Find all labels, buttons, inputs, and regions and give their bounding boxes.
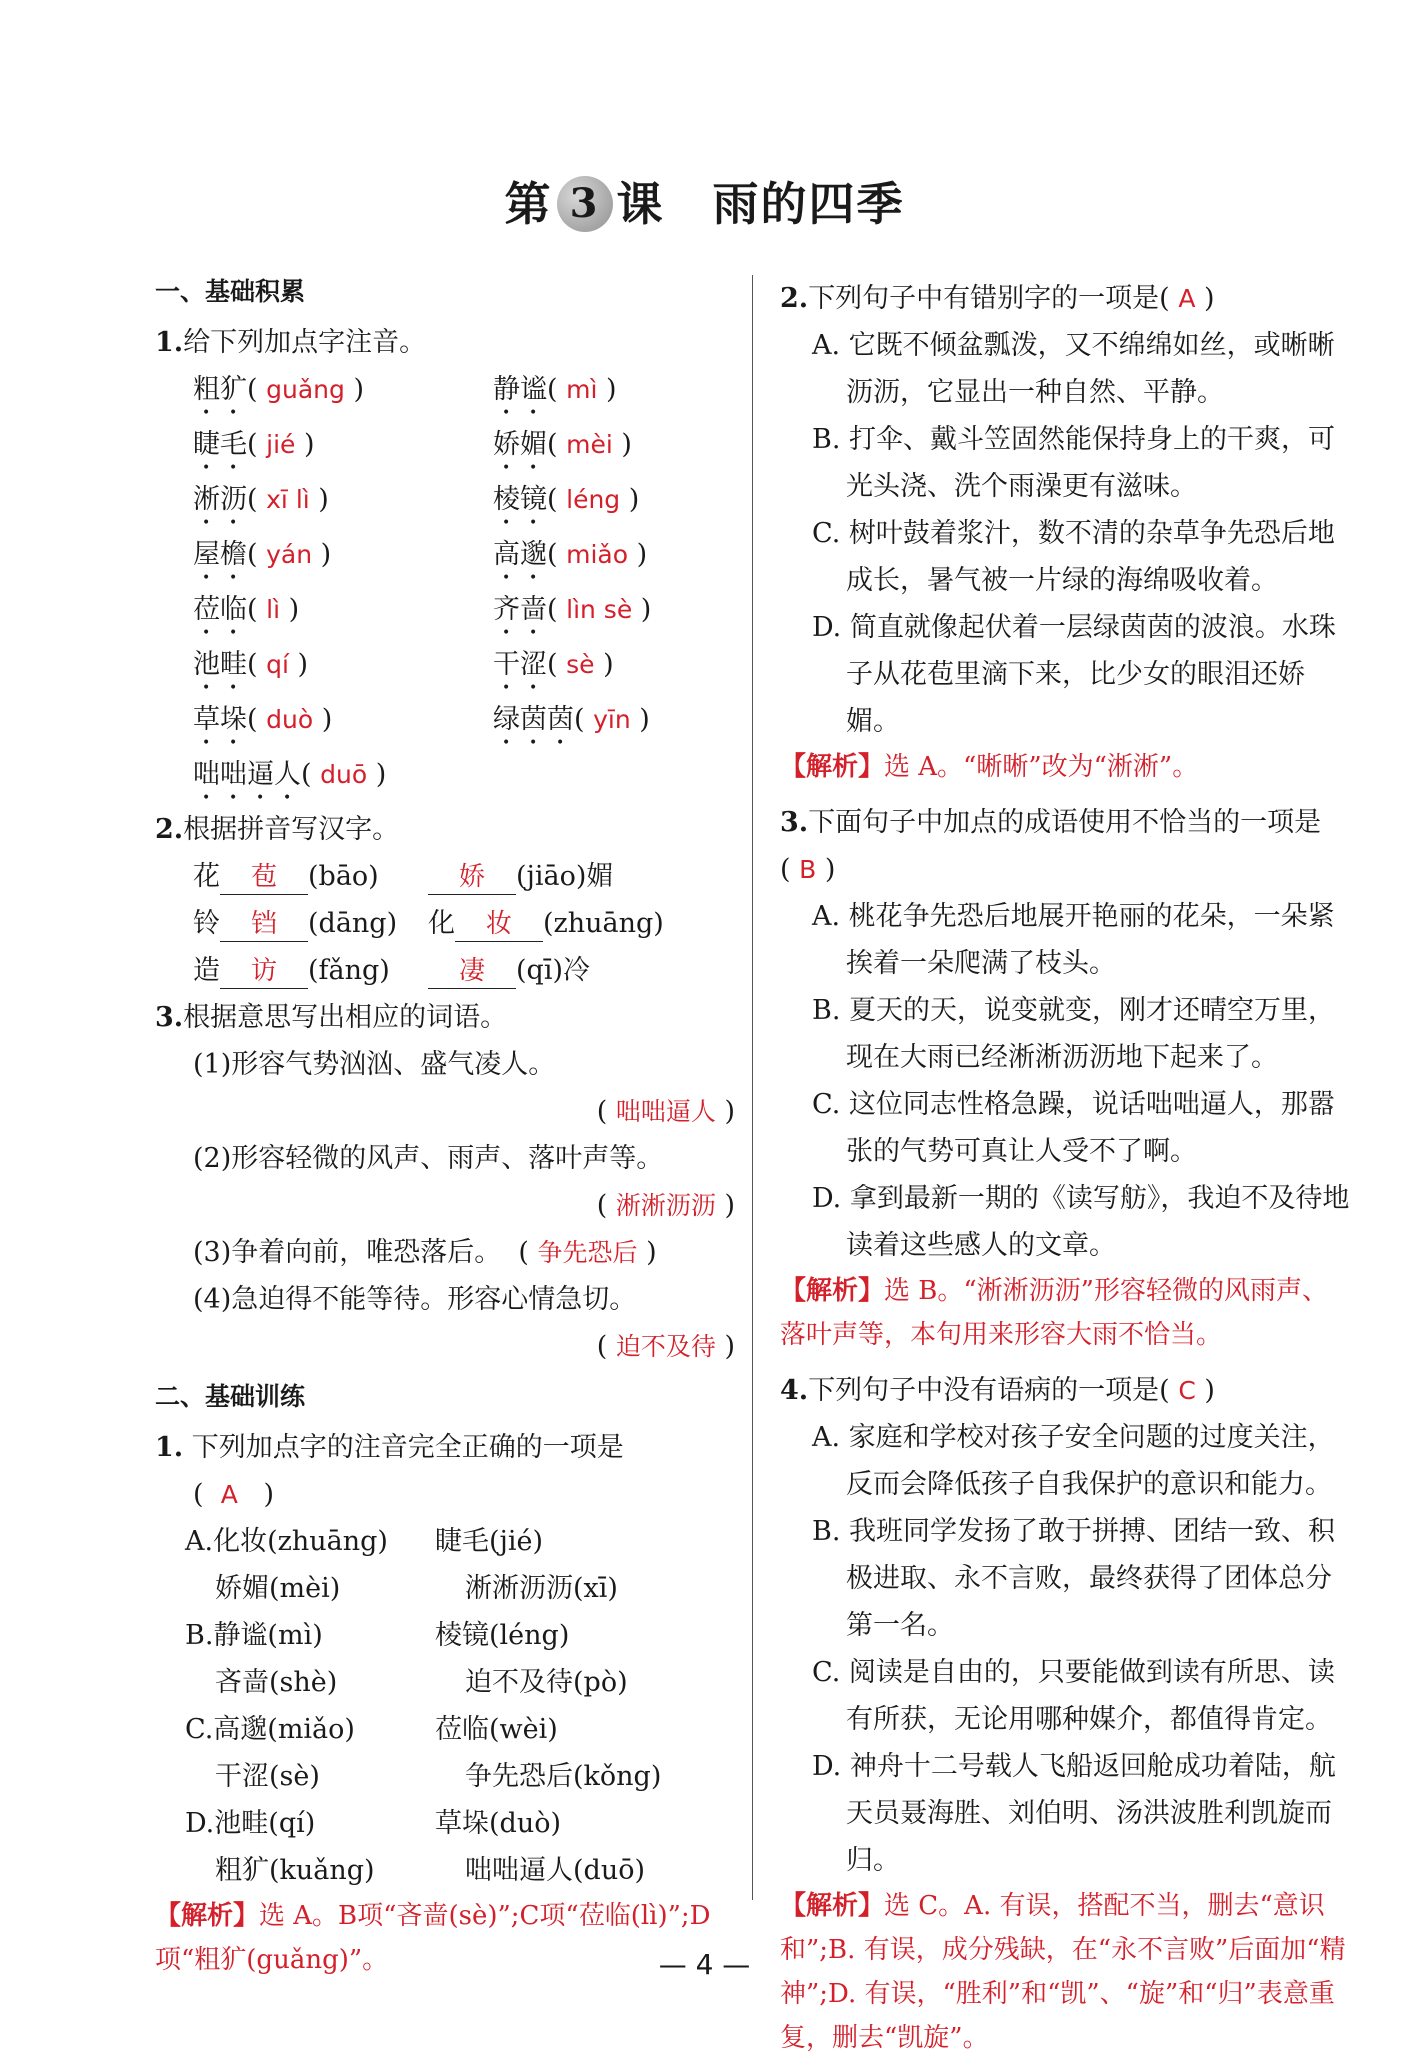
answer-letter: A <box>220 1480 238 1509</box>
pinyin-pair-a <box>193 947 428 994</box>
option-text: 化妆(zhuāng) <box>213 1526 388 1557</box>
option-cell: 粗犷(kuǎng) <box>215 1855 375 1886</box>
option-cell <box>185 1518 435 1565</box>
option-row <box>155 1706 735 1753</box>
option-text: 静谧(mì) <box>213 1620 323 1651</box>
option-text: A. 家庭和学校对孩子安全问题的过度关注，反而会降低孩子自我保护的意识和能力。 <box>812 1422 1335 1500</box>
phonetic-answer: léng <box>566 485 621 514</box>
question-number: 2. <box>780 283 809 314</box>
section-heading-1: 一、基础积累 <box>155 277 306 306</box>
pinyin-pair-b <box>428 947 728 994</box>
option-cell: 咄咄逼人(duō) <box>465 1855 645 1886</box>
question-4-answer: ( A ) <box>193 1479 275 1510</box>
meaning-answer-line: ( 咄咄逼人 ) <box>596 1096 735 1127</box>
word: 草垛 <box>193 704 247 735</box>
word: 莅临 <box>193 594 247 625</box>
option-cell: 干涩(sè) <box>215 1761 320 1792</box>
spacer <box>780 1357 1350 1367</box>
option-cell <box>185 1800 435 1847</box>
question-3 <box>155 994 735 1041</box>
question-number: 4. <box>780 1375 809 1406</box>
phonetic-item: 莅临( lì ) <box>193 594 300 625</box>
option-text: D. 拿到最新一期的《读写舫》，我迫不及待地读着这些感人的文章。 <box>812 1183 1350 1261</box>
word: 淅沥 <box>193 484 247 515</box>
pinyin: (bāo) <box>308 861 379 892</box>
question: 4.下列句子中没有语病的一项是( C ) <box>780 1375 1215 1406</box>
phonetic-answer: mì <box>566 375 598 404</box>
word: 娇媚 <box>493 429 547 460</box>
option-text: B. 夏天的天，说变就变，刚才还晴空万里，现在大雨已经淅淅沥沥地下起来了。 <box>812 995 1336 1073</box>
analysis-tag: 【解析】 <box>780 1276 885 1306</box>
meaning-answer: 淅淅沥沥 <box>615 1191 716 1220</box>
option-cell: 睫毛(jié) <box>435 1526 544 1557</box>
option-text: D. 简直就像起伏着一层绿茵茵的波浪。水珠子从花苞里滴下来，比少女的眼泪还娇媚。 <box>812 612 1336 737</box>
word: 棱镜 <box>493 484 547 515</box>
phonetic-item: 棱镜( léng ) <box>493 484 640 515</box>
section-heading-2: 二、基础训练 <box>155 1382 306 1411</box>
pinyin: (zhuāng) <box>543 908 664 939</box>
phonetic-item: 高邈( miǎo ) <box>493 539 648 570</box>
phonetic-item: 淅沥( xī lì ) <box>193 484 329 515</box>
meaning-text: (4)急迫得不能等待。形容心情急切。 <box>193 1284 637 1315</box>
phonetic-answer: yīn <box>593 705 631 734</box>
blank-answer: 铛 <box>220 907 308 942</box>
phonetic-item: 静谧( mì ) <box>493 374 617 405</box>
option-text: A. 桃花争先恐后地展开艳丽的花朵，一朵紧挨着一朵爬满了枝头。 <box>812 901 1335 979</box>
question-text: 根据拼音写汉字。 <box>183 814 400 845</box>
word: 池畦 <box>193 649 247 680</box>
phonetic-answer: qí <box>266 650 289 679</box>
word: 睫毛 <box>193 429 247 460</box>
phonetic-item: 咄咄逼人( duō ) <box>193 759 387 790</box>
analysis <box>780 1269 1350 1357</box>
option-row <box>155 1612 735 1659</box>
pinyin-row <box>155 853 735 900</box>
word: 绿茵茵 <box>493 704 574 735</box>
options-list <box>155 1518 735 1894</box>
blank-answer: 苞 <box>220 860 308 895</box>
question: 3.下面句子中加点的成语使用不恰当的一项是( B ) <box>780 807 1322 885</box>
question-number: 3. <box>780 807 809 838</box>
option-label: D. <box>185 1808 215 1839</box>
phonetic-answer: guǎng <box>266 375 345 404</box>
page-title <box>0 168 1409 236</box>
pinyin-rows <box>155 853 735 994</box>
phonetic-answer: miǎo <box>566 540 629 569</box>
word: 高邈 <box>493 539 547 570</box>
title-suffix: 课 <box>616 177 665 231</box>
meaning-answer: 争先恐后 <box>537 1238 638 1267</box>
question-text: 下列句子中没有语病的一项是( <box>808 1375 1170 1406</box>
phonetic-item: 齐啬( lìn sè ) <box>493 594 652 625</box>
pinyin-row <box>155 947 735 994</box>
blank-answer: 妆 <box>455 907 543 942</box>
word: 齐啬 <box>493 594 547 625</box>
pinyin-row <box>155 900 735 947</box>
phonetic-item: 池畦( qí ) <box>193 649 309 680</box>
option-text: B. 打伞、戴斗笠固然能保持身上的干爽，可光头浇、洗个雨澡更有滋味。 <box>812 424 1336 502</box>
lesson-name: 雨的四季 <box>712 177 905 231</box>
option-row <box>155 1565 735 1612</box>
spacer <box>780 789 1350 799</box>
phonetic-item: 屋檐( yán ) <box>193 539 332 570</box>
question-text: 下列句子中有错别字的一项是( <box>808 283 1170 314</box>
option-cell: 争先恐后(kǒng) <box>465 1761 662 1792</box>
question: 2.下列句子中有错别字的一项是( A ) <box>780 283 1215 314</box>
pinyin-pair-a <box>193 900 428 947</box>
analysis-tag: 【解析】 <box>155 1901 260 1931</box>
option-label: B. <box>185 1620 214 1651</box>
question-number: 1. <box>155 1432 184 1463</box>
analysis-text: 选 A。“晰晰”改为“淅淅”。 <box>884 752 1199 782</box>
phonetic-answer: lì <box>266 595 281 624</box>
option-row <box>155 1518 735 1565</box>
phonetic-answer: lìn sè <box>566 595 633 624</box>
phonetic-item: 干涩( sè ) <box>493 649 614 680</box>
question-text: 根据意思写出相应的词语。 <box>183 1002 508 1033</box>
meaning-answer-line: ( 迫不及待 ) <box>596 1331 735 1362</box>
phonetic-answer: xī lì <box>266 485 310 514</box>
meaning-text: (2)形容轻微的风声、雨声、落叶声等。 <box>193 1143 664 1174</box>
option-row <box>155 1847 735 1894</box>
spacer <box>780 2060 1350 2070</box>
meaning-answer: 迫不及待 <box>615 1332 716 1361</box>
meaning-answer: 咄咄逼人 <box>615 1097 716 1126</box>
phonetic-item: 草垛( duò ) <box>193 704 333 735</box>
analysis <box>780 745 1350 789</box>
option-cell: 莅临(wèi) <box>435 1714 558 1745</box>
blank-answer: 凄 <box>428 954 516 989</box>
analysis-tag: 【解析】 <box>780 752 885 782</box>
meaning-items <box>155 1041 735 1370</box>
option-cell: 娇媚(mèi) <box>215 1573 341 1604</box>
meaning-text: (3)争着向前，唯恐落后。 <box>193 1237 502 1268</box>
question-number: 1. <box>155 327 184 358</box>
option-row <box>155 1753 735 1800</box>
question-2 <box>155 806 735 853</box>
option-text: C. 树叶鼓着浆汁，数不清的杂草争先恐后地成长，暑气被一片绿的海绵吸收着。 <box>812 518 1335 596</box>
meaning-answer-line: ( 淅淅沥沥 ) <box>596 1190 735 1221</box>
pinyin-pair-b <box>428 900 728 947</box>
phonetic-grid <box>155 366 735 806</box>
option-cell: 吝啬(shè) <box>215 1667 338 1698</box>
phonetic-answer: sè <box>566 650 595 679</box>
answer-letter: C <box>1178 1376 1196 1405</box>
option-text: 池畦(qí) <box>214 1808 316 1839</box>
lesson-number-badge: 3 <box>557 176 613 232</box>
word: 静谧 <box>493 374 547 405</box>
analysis-tag: 【解析】 <box>780 1891 885 1921</box>
right-column <box>780 275 1350 2070</box>
title-prefix: 第 <box>504 177 553 231</box>
option-label: C. <box>185 1714 214 1745</box>
question-4 <box>155 1424 735 1471</box>
meaning-text: (1)形容气势汹汹、盛气凌人。 <box>193 1049 556 1080</box>
word: 咄咄逼人 <box>193 759 301 790</box>
option-text: A. 它既不倾盆瓢泼，又不绵绵如丝，或晰晰沥沥，它显出一种自然、平静。 <box>812 330 1335 408</box>
prefix: 化 <box>428 908 455 939</box>
question-number: 3. <box>155 1002 184 1033</box>
question-text: 下面句子中加点的成语使用不恰当的一项是( <box>780 807 1322 885</box>
option-cell: 淅淅沥沥(xī) <box>465 1573 618 1604</box>
analysis-text: 选 B。“淅淅沥沥”形容轻微的风雨声、落叶声等，本句用来形容大雨不恰当。 <box>780 1276 1328 1350</box>
phonetic-answer: jié <box>266 430 296 459</box>
option-text: 高邈(miǎo) <box>213 1714 355 1745</box>
pinyin: (fǎng) <box>308 955 390 986</box>
option-text: B. 我班同学发扬了敢于拼搏、团结一致、积极进取、永不言败，最终获得了团体总分第一名。 <box>812 1516 1336 1641</box>
phonetic-item: 绿茵茵( yīn ) <box>493 704 650 735</box>
word: 粗犷 <box>193 374 247 405</box>
pinyin-pair-b <box>428 853 728 900</box>
phonetic-answer: mèi <box>566 430 613 459</box>
question-1 <box>155 319 735 366</box>
pinyin: (jiāo)媚 <box>516 861 614 892</box>
option-cell: 棱镜(léng) <box>435 1620 570 1651</box>
meaning-item <box>155 1276 735 1323</box>
answer-letter: B <box>799 855 817 884</box>
option-row <box>155 1659 735 1706</box>
phonetic-answer: duò <box>266 705 314 734</box>
answer-letter: A <box>1178 284 1196 313</box>
option-text: C. 这位同志性格急躁，说话咄咄逼人，那嚣张的气势可真让人受不了啊。 <box>812 1089 1335 1167</box>
option-cell <box>185 1612 435 1659</box>
phonetic-answer: duō <box>320 760 368 789</box>
prefix: 花 <box>193 861 220 892</box>
left-column <box>155 275 735 1982</box>
option-cell: 迫不及待(pò) <box>465 1667 628 1698</box>
option-text: C. 阅读是自由的，只要能做到读有所思、读有所获，无论用哪种媒介，都值得肯定。 <box>812 1657 1335 1735</box>
option-text: D. 神舟十二号载人飞船返回舱成功着陆，航天员聂海胜、刘伯明、汤洪波胜利凯旋而归。 <box>812 1751 1336 1876</box>
prefix: 造 <box>193 955 220 986</box>
option-cell <box>185 1706 435 1753</box>
word: 屋檐 <box>193 539 247 570</box>
blank-answer: 娇 <box>428 860 516 895</box>
pinyin-pair-a <box>193 853 428 900</box>
analysis-text: 选 C。A. 有误，搭配不当，删去“意识和”;B. 有误，成分残缺，在“永不言败”后面加“精神”;D. 有误，“胜利”和“凯”、“旋”和“归”表意重复，删去“凯旋”。 <box>780 1891 1346 2053</box>
phonetic-item: 睫毛( jié ) <box>193 429 315 460</box>
analysis-text: 选 A。B项“吝啬(sè)”;C项“莅临(lì)”;D项“粗犷(guǎng)”。 <box>155 1901 711 1975</box>
meaning-item: (3)争着向前，唯恐落后。 ( 争先恐后 ) <box>193 1237 657 1268</box>
question-text: 下列加点字的注音完全正确的一项是 <box>191 1432 624 1463</box>
question-text: 给下列加点字注音。 <box>183 327 427 358</box>
blank-answer: 访 <box>220 954 308 989</box>
phonetic-item: 粗犷( guǎng ) <box>193 374 364 405</box>
option-row <box>155 1800 735 1847</box>
page-number: — 4 — <box>658 1948 751 1981</box>
pinyin: (dāng) <box>308 908 398 939</box>
pinyin: (qī)冷 <box>516 955 590 986</box>
option-cell: 草垛(duò) <box>435 1808 561 1839</box>
option-label: A. <box>185 1526 214 1557</box>
prefix: 铃 <box>193 908 220 939</box>
word: 干涩 <box>493 649 547 680</box>
phonetic-item: 娇媚( mèi ) <box>493 429 632 460</box>
phonetic-answer: yán <box>266 540 313 569</box>
question-number: 2. <box>155 814 184 845</box>
